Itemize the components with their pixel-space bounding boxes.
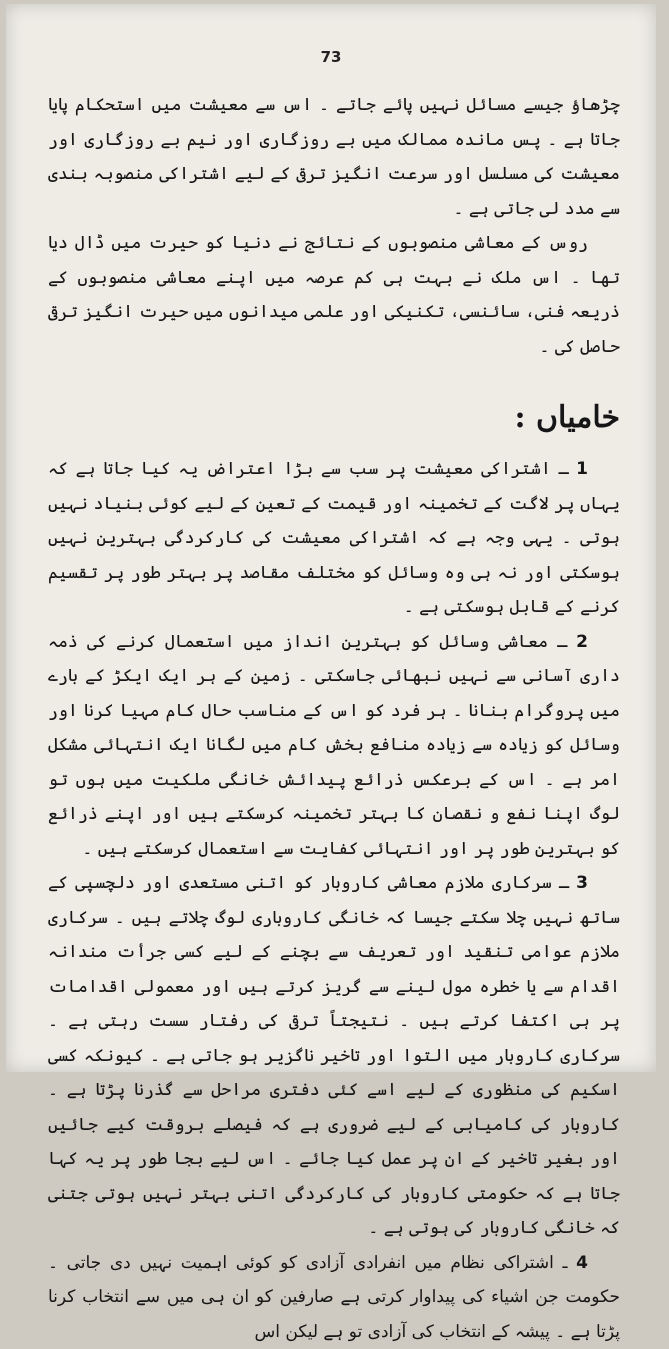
point-number: 2	[576, 632, 588, 652]
list-item: 4 ـ اشتراکی نظام میں انفرادی آزادی کو کوئی اہمیت نہیں دی جاتی ۔ حکومت جن اشیاء کی پیداوار کرتی ہے صارفین کو ان ہی میں سے انتخاب کرنا پڑتا ہے ۔ پیشہ کے انتخاب کی آزادی تو ہے لیکن اس	[48, 1246, 620, 1349]
book-page	[6, 4, 656, 1072]
page-number: 73	[6, 48, 656, 66]
point-number: 3	[576, 873, 588, 893]
page-body	[48, 88, 620, 1349]
list-item: 3 ـ سرکاری ملازم معاشی کاروبار کو اتنی مستعدی اور دلچسپی کے ساتھ نہیں چلا سکتے جیسا کہ خانگی کاروباری لوگ چلاتے ہیں ۔ سرکاری ملازم عوامی تنقید اور تعریف سے بچنے کے لیے کسی جرأت مندانہ اقدام سے یا خطرہ مول لینے سے گریز کرتے ہیں اور معمولی اقدامات پر ہی اکتفا کرتے ہیں ۔ نتیجتاً ترقی کی رفتار سست رہتی ہے ۔ سرکاری کاروبار میں التوا اور تاخیر ناگزیر ہو جاتی ہے ۔ کیونکہ کسی اسکیم کی منظوری کے لیے اسے کئی دفتری مراحل سے گذرنا پڑتا ہے ۔ کاروبار کی کامیابی کے لیے ضروری ہے کہ فیصلے بروقت کیے جائیں اور بغیر تاخیر کے ان پر عمل کیا جائے ۔ اس لیے بجا طور پر یہ کہا جاتا ہے کہ حکومتی کاروبار کی کارکردگی اتنی بہتر نہیں ہوتی جتنی کہ خانگی کاروبار کی ہوتی ہے ۔	[48, 866, 620, 1246]
point-number: 1	[576, 459, 588, 479]
section-heading: خامیاں :	[48, 390, 620, 446]
point-text: اشتراکی معیشت پر سب سے بڑا اعتراض یہ کیا جاتا ہے کہ یہاں پر لاگت کے تخمینہ اور قیمت کے تعین کے لیے کوئی بنیاد نہیں ہوتی ۔ یہی وجہ ہے کہ اشتراکی معیشت کی کارکردگی بہترین نہیں ہوسکتی اور نہ ہی وہ وسائل کو مختلف مقاصد پر بہتر طور پر تقسیم کرنے کے قابل ہوسکتی ہے ۔	[48, 459, 620, 617]
point-text: اشتراکی نظام میں انفرادی آزادی کو کوئی اہمیت نہیں دی جاتی ۔ حکومت جن اشیاء کی پیداوار کرتی ہے صارفین کو ان ہی میں سے انتخاب کرنا پڑتا ہے ۔ پیشہ کے انتخاب کی آزادی تو ہے لیکن اس	[48, 1253, 620, 1342]
point-number: 4	[576, 1253, 588, 1273]
paragraph-intro: چڑھاؤ جیسے مسائل نہیں پائے جاتے ۔ اس سے معیشت میں استحکام پایا جاتا ہے ۔ پس ماندہ ممالک میں بے روزگاری اور نیم بے روزگاری اور معیشت کی مسلسل اور سرعت انگیز ترقی کے لیے اشتراکی منصوبہ بندی سے مدد لی جاتی ہے ۔	[48, 88, 620, 226]
paragraph-russia: روس کے معاشی منصوبوں کے نتائج نے دنیا کو حیرت میں ڈال دیا تھا ۔ اس ملک نے بہت ہی کم عرصہ میں اپنے معاشی منصوبوں کے ذریعہ فنی، سائنسی، تکنیکی اور علمی میدانوں میں حیرت انگیز ترقی حاصل کی ۔	[48, 226, 620, 364]
list-item: 1 ـ اشتراکی معیشت پر سب سے بڑا اعتراض یہ کیا جاتا ہے کہ یہاں پر لاگت کے تخمینہ اور قیمت کے تعین کے لیے کوئی بنیاد نہیں ہوتی ۔ یہی وجہ ہے کہ اشتراکی معیشت کی کارکردگی بہترین نہیں ہوسکتی اور نہ ہی وہ وسائل کو مختلف مقاصد پر بہتر طور پر تقسیم کرنے کے قابل ہوسکتی ہے ۔	[48, 452, 620, 625]
point-text: معاشی وسائل کو بہترین انداز میں استعمال کرنے کی ذمہ داری آسانی سے نہیں نبھائی جاسکتی ۔ زمین کے ہر ایک ایکڑ کے بارے میں پروگرام بنانا ۔ ہر فرد کو اس کے مناسب حال کام مہیا کرنا اور وسائل کو زیادہ سے زیادہ منافع بخش کام میں لگانا ایک انتہائی مشکل امر ہے ۔ اس کے برعکس ذرائع پیدائش خانگی ملکیت میں ہوں تو لوگ اپنا نفع و نقصان کا بہتر تخمینہ کرسکتے ہیں اور اپنے ذرائع کو بہترین طور پر اور انتہائی کفایت سے استعمال کرسکتے ہیں ۔	[48, 632, 620, 859]
list-item: 2 ـ معاشی وسائل کو بہترین انداز میں استعمال کرنے کی ذمہ داری آسانی سے نہیں نبھائی جاسکتی ۔ زمین کے ہر ایک ایکڑ کے بارے میں پروگرام بنانا ۔ ہر فرد کو اس کے مناسب حال کام مہیا کرنا اور وسائل کو زیادہ سے زیادہ منافع بخش کام میں لگانا ایک انتہائی مشکل امر ہے ۔ اس کے برعکس ذرائع پیدائش خانگی ملکیت میں ہوں تو لوگ اپنا نفع و نقصان کا بہتر تخمینہ کرسکتے ہیں اور اپنے ذرائع کو بہترین طور پر اور انتہائی کفایت سے استعمال کرسکتے ہیں ۔	[48, 625, 620, 867]
point-text: سرکاری ملازم معاشی کاروبار کو اتنی مستعدی اور دلچسپی کے ساتھ نہیں چلا سکتے جیسا کہ خانگی کاروباری لوگ چلاتے ہیں ۔ سرکاری ملازم عوامی تنقید اور تعریف سے بچنے کے لیے کسی جرأت مندانہ اقدام سے یا خطرہ مول لینے سے گریز کرتے ہیں اور معمولی اقدامات پر ہی اکتفا کرتے ہیں ۔ نتیجتاً ترقی کی رفتار سست رہتی ہے ۔ سرکاری کاروبار میں التوا اور تاخیر ناگزیر ہو جاتی ہے ۔ کیونکہ کسی اسکیم کی منظوری کے لیے اسے کئی دفتری مراحل سے گذرنا پڑتا ہے ۔ کاروبار کی کامیابی کے لیے ضروری ہے کہ فیصلے بروقت کیے جائیں اور بغیر تاخیر کے ان پر عمل کیا جائے ۔ اس لیے بجا طور پر یہ کہا جاتا ہے کہ حکومتی کاروبار کی کارکردگی اتنی بہتر نہیں ہوتی جتنی کہ خانگی کاروبار کی ہوتی ہے ۔	[48, 873, 620, 1238]
